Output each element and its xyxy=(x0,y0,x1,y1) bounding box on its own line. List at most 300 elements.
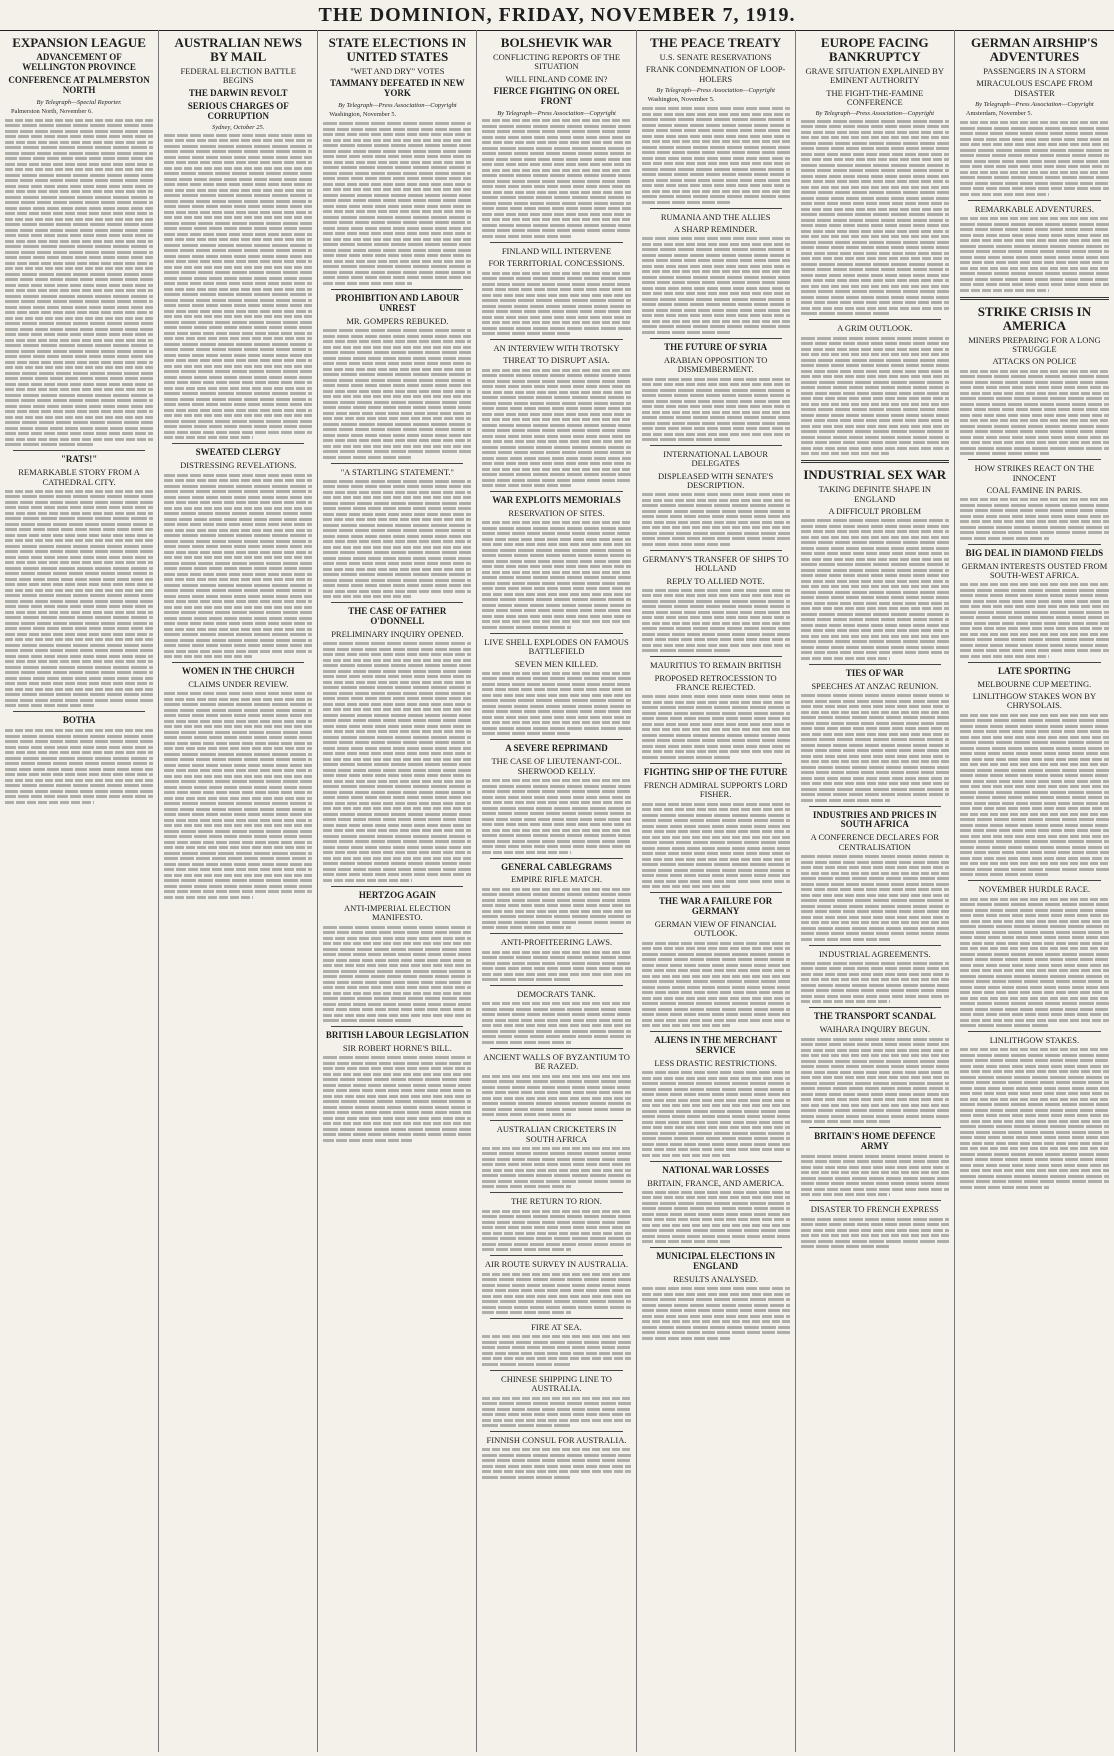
text-line xyxy=(164,260,312,263)
text-line xyxy=(960,1125,1109,1128)
article-divider xyxy=(809,319,941,320)
text-line xyxy=(801,755,949,758)
text-line xyxy=(164,436,253,439)
text-line xyxy=(164,709,312,712)
text-line xyxy=(482,1408,630,1411)
text-line xyxy=(960,616,1109,619)
text-line xyxy=(642,1093,790,1096)
text-line xyxy=(323,238,471,241)
text-line xyxy=(5,757,153,760)
text-line xyxy=(5,273,153,276)
text-line xyxy=(642,756,731,759)
text-line xyxy=(164,551,312,554)
text-line xyxy=(960,182,1109,185)
headline: INDUSTRIAL SEX WAR xyxy=(803,467,947,483)
text-line xyxy=(801,866,949,869)
text-line xyxy=(960,370,1109,373)
text-line xyxy=(164,233,312,236)
text-line xyxy=(801,241,949,244)
text-line xyxy=(482,413,630,416)
text-line xyxy=(960,1092,1109,1095)
text-line xyxy=(642,942,790,945)
text-line xyxy=(323,368,471,371)
article-divider xyxy=(650,550,782,551)
deck: SEVEN MEN KILLED. xyxy=(514,658,599,669)
text-line xyxy=(323,714,471,717)
article-body-text xyxy=(482,1147,630,1189)
dateline: By Telegraph—Press Association—Copyright xyxy=(975,101,1094,109)
text-line xyxy=(482,543,630,546)
text-line xyxy=(482,119,630,122)
text-line xyxy=(642,543,731,546)
text-line xyxy=(323,752,471,755)
text-line xyxy=(960,1169,1109,1172)
text-line xyxy=(482,136,630,139)
text-line xyxy=(482,1035,630,1038)
text-line xyxy=(164,606,312,609)
text-line xyxy=(801,962,949,965)
text-line xyxy=(482,915,630,918)
article-body-text xyxy=(642,1287,790,1340)
text-line xyxy=(323,480,471,483)
text-line xyxy=(801,175,949,178)
text-line xyxy=(642,605,790,608)
text-line xyxy=(801,585,949,588)
text-line xyxy=(323,205,471,208)
text-line xyxy=(642,259,790,262)
text-line xyxy=(164,134,312,137)
text-line xyxy=(323,562,471,565)
text-line xyxy=(5,355,153,358)
text-line xyxy=(801,547,949,550)
article-body-text xyxy=(642,803,790,889)
text-line xyxy=(482,710,630,713)
text-line xyxy=(482,1289,630,1292)
text-line xyxy=(960,730,1109,733)
text-line xyxy=(164,359,312,362)
text-line xyxy=(482,705,630,708)
text-line xyxy=(323,1128,471,1131)
text-line xyxy=(801,186,949,189)
article-body-text xyxy=(642,237,790,334)
text-line xyxy=(323,840,471,843)
deck: AIR ROUTE SURVEY IN AUSTRALIA. xyxy=(484,1259,629,1270)
text-line xyxy=(323,177,471,180)
text-line xyxy=(960,531,1109,534)
text-line xyxy=(960,594,1109,597)
text-line xyxy=(164,611,312,614)
article-body-text xyxy=(323,642,471,882)
text-line xyxy=(482,288,630,291)
text-line xyxy=(323,456,412,459)
text-line xyxy=(5,616,153,619)
article-body-text xyxy=(960,1048,1109,1189)
text-line xyxy=(801,591,949,594)
article-body-text xyxy=(801,337,949,456)
text-line xyxy=(642,168,790,171)
text-line xyxy=(5,289,153,292)
text-line xyxy=(960,969,1109,972)
article-body-text xyxy=(482,1448,630,1479)
text-line xyxy=(164,420,312,423)
text-line xyxy=(5,740,153,743)
text-line xyxy=(642,594,790,597)
deck: PASSENGERS IN A STORM xyxy=(983,66,1086,77)
text-line xyxy=(642,1154,731,1157)
text-line xyxy=(960,223,1109,226)
text-line xyxy=(801,414,949,417)
text-line xyxy=(642,1229,790,1232)
text-line xyxy=(482,316,630,319)
text-line xyxy=(801,799,890,802)
text-line xyxy=(164,299,312,302)
text-line xyxy=(960,1054,1109,1057)
text-line xyxy=(482,305,630,308)
text-line xyxy=(960,1081,1109,1084)
article-divider xyxy=(490,1370,622,1371)
text-line xyxy=(801,777,949,780)
text-line xyxy=(482,1311,571,1314)
text-line xyxy=(801,452,890,455)
text-line xyxy=(482,893,630,896)
text-line xyxy=(960,741,1109,744)
article-body-text xyxy=(482,1273,630,1315)
text-line xyxy=(5,218,153,221)
text-line xyxy=(323,122,471,125)
article-divider xyxy=(650,445,782,446)
deck: LINLITHGOW STAKES. xyxy=(989,1035,1080,1046)
text-line xyxy=(482,1163,630,1166)
text-line xyxy=(801,279,949,282)
text-line xyxy=(164,315,312,318)
text-line xyxy=(5,130,153,133)
text-line xyxy=(323,357,471,360)
text-line xyxy=(482,1221,630,1224)
article-body-text xyxy=(960,370,1109,456)
text-line xyxy=(642,589,790,592)
article-body-text xyxy=(482,521,630,629)
article-body-text xyxy=(801,962,949,1004)
article-body-text xyxy=(642,378,790,442)
paragraph: Palmerston North, November 6. xyxy=(11,107,93,115)
text-line xyxy=(482,527,630,530)
text-line xyxy=(960,980,1109,983)
article-body-text xyxy=(642,1071,790,1157)
text-line xyxy=(801,1120,890,1123)
text-line xyxy=(5,773,153,776)
article-divider xyxy=(968,544,1101,545)
text-line xyxy=(323,981,471,984)
text-line xyxy=(323,873,471,876)
text-line xyxy=(482,1080,630,1083)
text-line xyxy=(960,763,1109,766)
text-line xyxy=(5,556,153,559)
text-line xyxy=(323,1008,471,1011)
dateline: By Telegraph—Press Association—Copyright xyxy=(815,110,935,118)
text-line xyxy=(482,1002,630,1005)
text-line xyxy=(164,852,312,855)
text-line xyxy=(801,447,949,450)
text-line xyxy=(801,1193,890,1196)
text-line xyxy=(801,967,949,970)
text-line xyxy=(5,421,153,424)
deck: MINERS PREPARING FOR A LONG STRUGGLE xyxy=(968,334,1101,355)
text-line xyxy=(164,222,312,225)
text-line xyxy=(801,1038,949,1041)
deck: INTERNATIONAL LABOUR DELEGATES xyxy=(663,449,768,469)
text-line xyxy=(801,419,949,422)
article-body-text xyxy=(482,1397,630,1428)
text-line xyxy=(482,926,571,929)
text-line xyxy=(323,807,471,810)
text-line xyxy=(960,583,1109,586)
text-line xyxy=(482,235,571,238)
text-line xyxy=(801,169,949,172)
text-line xyxy=(642,1196,790,1199)
deck: A DIFFICULT PROBLEM xyxy=(828,506,922,516)
text-line xyxy=(960,121,1109,124)
text-line xyxy=(642,1331,790,1334)
text-line xyxy=(642,717,790,720)
text-line xyxy=(482,163,630,166)
text-line xyxy=(960,381,1109,384)
deck: FIRE AT SEA. xyxy=(531,1322,582,1333)
deck: FINNISH CONSUL FOR AUSTRALIA. xyxy=(486,1435,627,1446)
text-line xyxy=(801,1054,949,1057)
text-line xyxy=(642,1309,790,1312)
article-divider xyxy=(490,985,622,986)
text-line xyxy=(323,1019,412,1022)
text-line xyxy=(482,1448,630,1451)
text-line xyxy=(482,130,630,133)
text-line xyxy=(801,793,949,796)
text-line xyxy=(323,1056,471,1059)
text-line xyxy=(960,160,1109,163)
text-line xyxy=(323,595,412,598)
subheadline: GENERAL CABLEGRAMS xyxy=(501,861,612,872)
text-line xyxy=(5,704,94,707)
text-line xyxy=(642,298,790,301)
text-line xyxy=(482,299,630,302)
text-line xyxy=(960,936,1109,939)
text-line xyxy=(642,701,790,704)
text-line xyxy=(323,445,471,448)
text-line xyxy=(164,161,312,164)
text-line xyxy=(164,167,312,170)
text-line xyxy=(323,221,471,224)
text-line xyxy=(164,633,312,636)
article-body-text xyxy=(482,1075,630,1117)
text-line xyxy=(642,1218,790,1221)
text-line xyxy=(482,812,630,815)
text-line xyxy=(960,149,1109,152)
text-line xyxy=(801,397,949,400)
text-line xyxy=(482,1232,630,1235)
text-line xyxy=(642,841,790,844)
text-line xyxy=(323,155,471,158)
text-line xyxy=(164,529,312,532)
text-line xyxy=(801,1229,949,1232)
text-line xyxy=(323,183,471,186)
text-line xyxy=(801,602,949,605)
text-line xyxy=(5,311,153,314)
text-line xyxy=(642,400,790,403)
text-line xyxy=(801,700,949,703)
headline: EXPANSION LEAGUE xyxy=(12,35,146,50)
text-line xyxy=(642,1024,731,1027)
text-line xyxy=(5,262,153,265)
text-line xyxy=(164,819,312,822)
text-line xyxy=(482,1086,630,1089)
text-line xyxy=(482,1335,630,1338)
text-line xyxy=(642,314,790,317)
text-line xyxy=(323,725,471,728)
subheadline: THE DARWIN REVOLT xyxy=(188,87,288,98)
deck: CLAIMS UNDER REVIEW. xyxy=(188,679,289,690)
text-line xyxy=(801,230,949,233)
text-line xyxy=(164,736,312,739)
text-line xyxy=(960,526,1109,529)
text-line xyxy=(960,430,1109,433)
text-line xyxy=(642,1115,790,1118)
text-line xyxy=(323,774,471,777)
text-line xyxy=(642,991,790,994)
text-line xyxy=(960,1180,1109,1183)
column-6 xyxy=(796,30,955,1752)
text-line xyxy=(5,333,153,336)
text-line xyxy=(5,729,153,732)
text-line xyxy=(5,594,153,597)
text-line xyxy=(801,1223,949,1226)
column-7 xyxy=(955,30,1114,1752)
text-line xyxy=(801,1171,949,1174)
text-line xyxy=(482,899,630,902)
text-line xyxy=(482,429,630,432)
text-line xyxy=(5,438,153,441)
text-line xyxy=(482,479,630,482)
text-line xyxy=(801,905,949,908)
text-line xyxy=(482,807,630,810)
deck: DISTRESSING REVELATIONS. xyxy=(180,460,297,471)
text-line xyxy=(642,190,790,193)
text-line xyxy=(482,294,630,297)
text-line xyxy=(323,791,471,794)
deck: SIR ROBERT HORNE'S BILL. xyxy=(342,1042,452,1053)
text-line xyxy=(323,243,471,246)
article-divider xyxy=(172,443,304,444)
text-line xyxy=(5,410,153,413)
text-line xyxy=(323,851,471,854)
text-line xyxy=(323,659,471,662)
text-line xyxy=(642,958,790,961)
text-line xyxy=(5,600,153,603)
text-line xyxy=(801,973,949,976)
text-line xyxy=(960,403,1109,406)
text-line xyxy=(164,409,312,412)
dateline: Sydney, October 25. xyxy=(212,124,265,132)
article-body-text xyxy=(642,1191,790,1244)
text-line xyxy=(5,506,153,509)
text-line xyxy=(323,948,471,951)
article-body-text xyxy=(482,951,630,982)
article-body-text xyxy=(323,926,471,1023)
text-line xyxy=(801,197,949,200)
text-line xyxy=(323,942,471,945)
text-line xyxy=(482,310,630,313)
text-line xyxy=(5,589,153,592)
text-line xyxy=(482,1476,571,1479)
text-line xyxy=(642,600,790,603)
text-line xyxy=(5,693,153,696)
text-line xyxy=(323,507,471,510)
text-line xyxy=(960,622,1109,625)
text-line xyxy=(960,851,1109,854)
text-line xyxy=(642,997,790,1000)
text-line xyxy=(801,1160,949,1163)
text-line xyxy=(801,364,949,367)
text-line xyxy=(801,738,949,741)
text-line xyxy=(482,446,630,449)
deck: GERMAN INTERESTS OUSTED FROM SOUTH-WEST AFRICA. xyxy=(961,560,1108,580)
text-line xyxy=(5,256,153,259)
text-line xyxy=(801,142,949,145)
text-line xyxy=(642,1132,790,1135)
text-line xyxy=(482,272,630,275)
text-line xyxy=(642,383,790,386)
deck: GERMAN VIEW OF FINANCIAL OUTLOOK. xyxy=(654,918,777,939)
text-line xyxy=(960,132,1109,135)
article-divider xyxy=(809,1200,941,1201)
text-line xyxy=(642,803,790,806)
text-line xyxy=(801,252,949,255)
article-divider xyxy=(490,339,622,340)
text-line xyxy=(960,909,1109,912)
text-line xyxy=(482,484,571,487)
text-line xyxy=(164,885,312,888)
text-line xyxy=(642,1013,790,1016)
text-line xyxy=(801,733,949,736)
text-line xyxy=(960,829,1109,832)
text-line xyxy=(482,321,630,324)
text-line xyxy=(960,154,1109,157)
article-divider xyxy=(331,463,463,464)
text-line xyxy=(482,785,630,788)
text-line xyxy=(642,885,731,888)
text-line xyxy=(642,1191,790,1194)
text-line xyxy=(482,921,630,924)
text-line xyxy=(164,725,312,728)
text-line xyxy=(5,567,153,570)
text-line xyxy=(323,513,471,516)
article-body-text xyxy=(482,272,630,336)
text-line xyxy=(164,485,312,488)
text-line xyxy=(642,135,790,138)
text-line xyxy=(5,179,153,182)
text-line xyxy=(801,147,949,150)
deck: REMARKABLE STORY FROM A CATHEDRAL CITY. xyxy=(18,467,140,487)
text-line xyxy=(5,671,153,674)
text-line xyxy=(5,649,153,652)
text-line xyxy=(323,406,471,409)
text-line xyxy=(642,1099,790,1102)
text-line xyxy=(801,921,949,924)
text-line xyxy=(801,1115,949,1118)
text-line xyxy=(323,818,471,821)
text-line xyxy=(323,557,471,560)
text-line xyxy=(801,1071,949,1074)
text-line xyxy=(5,735,153,738)
text-line xyxy=(164,639,312,642)
